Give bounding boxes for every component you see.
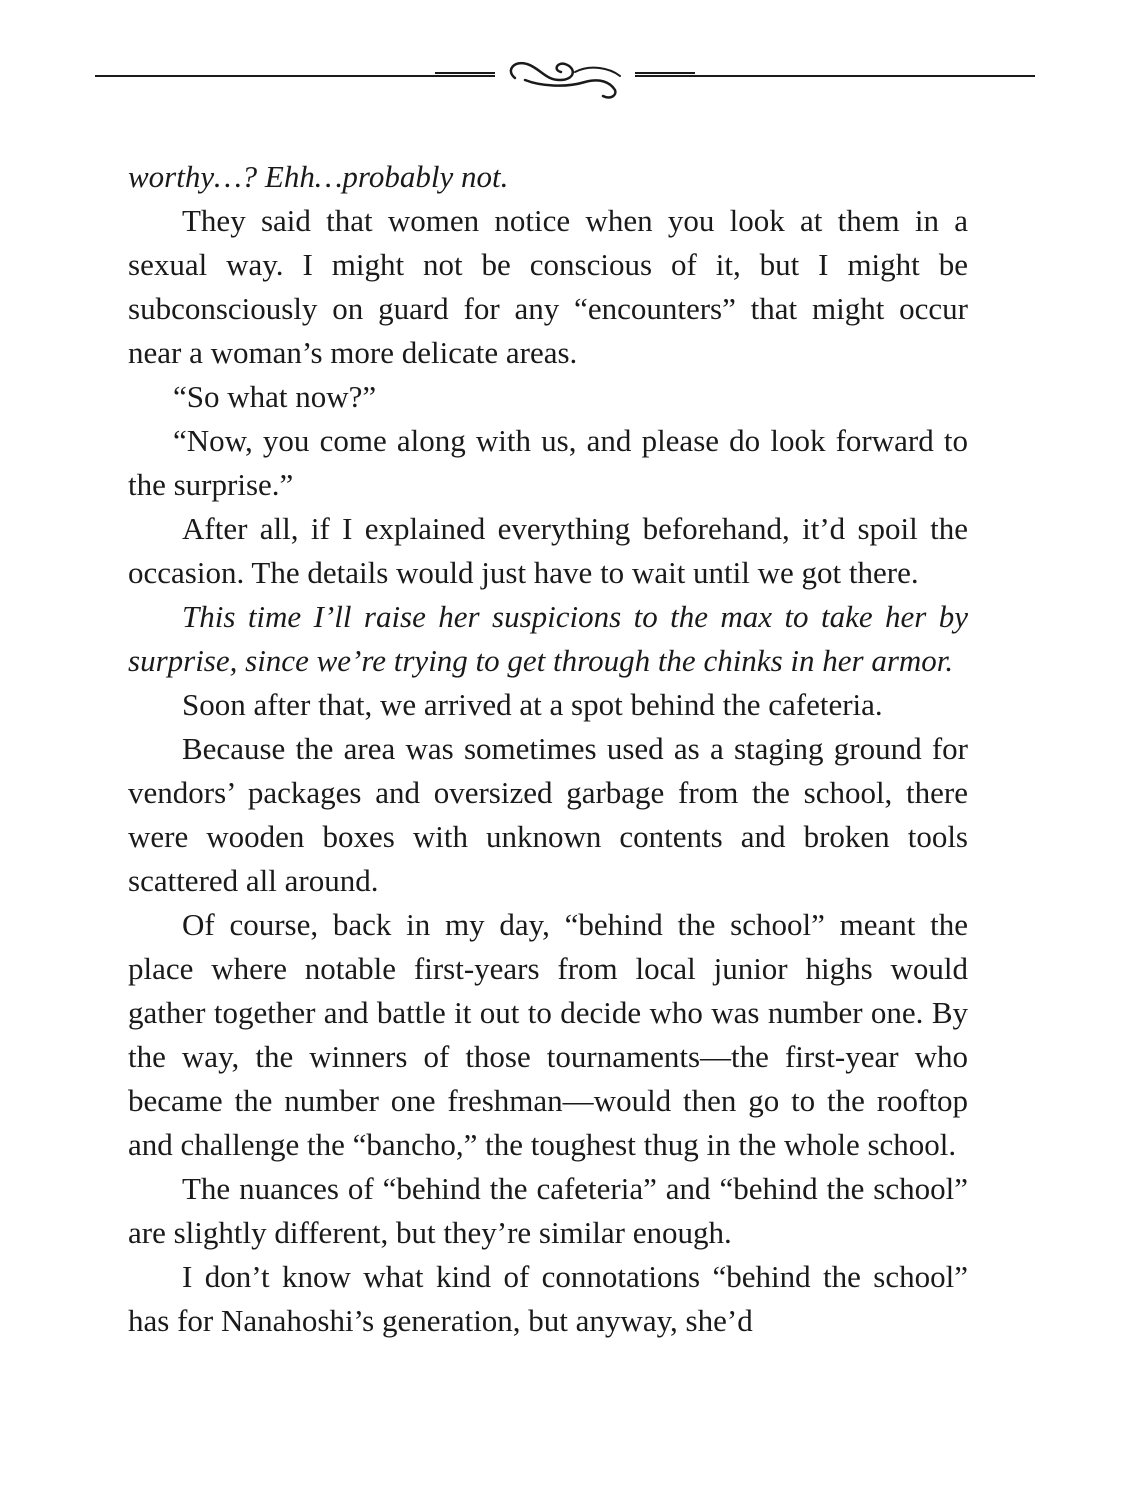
paragraph-7: Soon after that, we arrived at a spot behind the cafeteria. — [182, 687, 883, 722]
paragraph-9: Of course, back in my day, “behind the school” meant the place where notable first-years from local junior highs would gather together and battle it out to decide who was number one. By the way, the winners of those tournaments—the first-year who became the number one freshman—would then go to the rooftop and challenge the “bancho,” the toughest thug in the whole school. — [128, 907, 968, 1162]
paragraph-8: Because the area was sometimes used as a staging ground for vendors’ packages and oversized garbage from the school, there were wooden boxes with unknown contents and broken tools scattered all around. — [128, 731, 968, 898]
page-body — [128, 155, 968, 1343]
paragraph-5: After all, if I explained everything beforehand, it’d spoil the occasion. The details would just have to wait until we got there. — [128, 511, 968, 590]
paragraph-10: The nuances of “behind the cafeteria” and “behind the school” are slightly different, but they’re similar enough. — [128, 1171, 968, 1250]
flourish-divider-icon — [95, 50, 1035, 110]
paragraph-3: “So what now?” — [173, 379, 377, 414]
paragraph-1: worthy…? Ehh…probably not. — [128, 159, 509, 194]
paragraph-2: They said that women notice when you look at them in a sexual way. I might not be conscious of it, but I might be subconsciously on guard for any “encounters” that might occur near a woman’s more delicate areas. — [128, 203, 968, 370]
paragraph-6: This time I’ll raise her suspicions to the max to take her by surprise, since we’re trying to get through the chinks in her armor. — [128, 599, 968, 678]
paragraph-4: “Now, you come along with us, and please do look forward to the surprise.” — [128, 423, 968, 502]
paragraph-11: I don’t know what kind of connotations “behind the school” has for Nanahoshi’s generation, but anyway, she’d — [128, 1259, 968, 1338]
